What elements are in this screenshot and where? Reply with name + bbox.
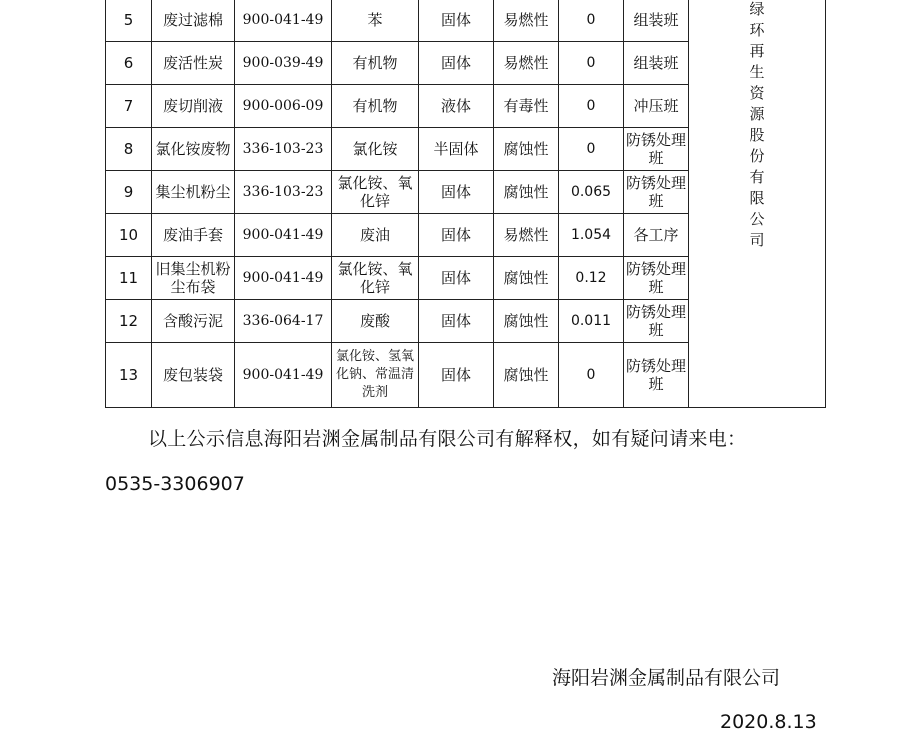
- table-row: [106, 0, 826, 42]
- physical-form: 固体: [419, 343, 494, 408]
- waste-name: 含酸污泥: [152, 300, 235, 343]
- waste-name: 废包装袋: [152, 343, 235, 408]
- physical-form: 半固体: [419, 128, 494, 171]
- quantity: 0: [559, 42, 624, 85]
- row-number: 12: [106, 300, 152, 343]
- physical-form: 液体: [419, 85, 494, 128]
- physical-form: 固体: [419, 257, 494, 300]
- quantity: 0: [559, 128, 624, 171]
- receiver-char: 股: [749, 126, 765, 144]
- hazardous-component: 氯化铵、氢氧化钠、常温清洗剂: [332, 343, 419, 408]
- hazardous-component: 有机物: [332, 42, 419, 85]
- source-process: 冲压班: [624, 85, 689, 128]
- quantity: 0: [559, 343, 624, 408]
- hazard-property: 有毒性: [494, 85, 559, 128]
- waste-code: 900-041-49: [235, 0, 332, 42]
- source-process: 防锈处理班: [624, 343, 689, 408]
- source-process: 防锈处理班: [624, 300, 689, 343]
- row-number: 10: [106, 214, 152, 257]
- row-number: 9: [106, 171, 152, 214]
- receiver-char: 环: [749, 21, 765, 39]
- quantity: 0: [559, 0, 624, 42]
- receiver-char: 绿: [749, 0, 765, 18]
- waste-name: 氯化铵废物: [152, 128, 235, 171]
- hazardous-component: 氯化铵: [332, 128, 419, 171]
- physical-form: 固体: [419, 42, 494, 85]
- receiver-char: 生: [749, 63, 765, 81]
- quantity: 0.12: [559, 257, 624, 300]
- hazard-property: 腐蚀性: [494, 128, 559, 171]
- physical-form: 固体: [419, 0, 494, 42]
- waste-name: 集尘机粉尘: [152, 171, 235, 214]
- hazard-property: 腐蚀性: [494, 343, 559, 408]
- phone-number: 0535-3306907: [105, 473, 245, 495]
- waste-name: 旧集尘机粉尘布袋: [152, 257, 235, 300]
- waste-code: 900-041-49: [235, 343, 332, 408]
- row-number: 13: [106, 343, 152, 408]
- waste-code: 900-039-49: [235, 42, 332, 85]
- waste-code: 900-041-49: [235, 214, 332, 257]
- hazard-property: 腐蚀性: [494, 300, 559, 343]
- physical-form: 固体: [419, 214, 494, 257]
- row-number: 8: [106, 128, 152, 171]
- waste-name: 废活性炭: [152, 42, 235, 85]
- hazardous-component: 氯化铵、氧化锌: [332, 171, 419, 214]
- source-process: 防锈处理班: [624, 171, 689, 214]
- date: 2020.8.13: [720, 711, 817, 733]
- receiver-char: 资: [749, 84, 765, 102]
- physical-form: 固体: [419, 171, 494, 214]
- source-process: 各工序: [624, 214, 689, 257]
- hazardous-component: 有机物: [332, 85, 419, 128]
- quantity: 0.065: [559, 171, 624, 214]
- quantity: 0: [559, 85, 624, 128]
- source-process: 防锈处理班: [624, 128, 689, 171]
- quantity: 1.054: [559, 214, 624, 257]
- waste-name: 废油手套: [152, 214, 235, 257]
- receiver-char: 限: [749, 189, 765, 207]
- waste-name: 废过滤棉: [152, 0, 235, 42]
- hazard-property: 易燃性: [494, 42, 559, 85]
- waste-code: 900-041-49: [235, 257, 332, 300]
- waste-code: 900-006-09: [235, 85, 332, 128]
- source-process: 防锈处理班: [624, 257, 689, 300]
- hazardous-component: 氯化铵、氧化锌: [332, 257, 419, 300]
- waste-code: 336-103-23: [235, 171, 332, 214]
- receiver-char: 有: [749, 168, 765, 186]
- receiver-char: 公: [749, 210, 765, 228]
- receiver-char: 份: [749, 147, 765, 165]
- hazard-property: 易燃性: [494, 214, 559, 257]
- waste-name: 废切削液: [152, 85, 235, 128]
- hazardous-component: 废酸: [332, 300, 419, 343]
- row-number: 7: [106, 85, 152, 128]
- receiver-char: 源: [749, 105, 765, 123]
- physical-form: 固体: [419, 300, 494, 343]
- waste-code: 336-103-23: [235, 128, 332, 171]
- source-process: 组装班: [624, 0, 689, 42]
- notice-text: 以上公示信息海阳岩渊金属制品有限公司有解释权，如有疑问请来电：: [148, 428, 747, 450]
- source-process: 组装班: [624, 42, 689, 85]
- hazard-property: 腐蚀性: [494, 171, 559, 214]
- receiver-char: 再: [749, 42, 765, 60]
- row-number: 11: [106, 257, 152, 300]
- company-signature: 海阳岩渊金属制品有限公司: [552, 667, 781, 689]
- waste-code: 336-064-17: [235, 300, 332, 343]
- hazard-property: 易燃性: [494, 0, 559, 42]
- receiver-char: 司: [749, 231, 765, 249]
- hazardous-component: 废油: [332, 214, 419, 257]
- row-number: 5: [106, 0, 152, 42]
- hazardous-component: 苯: [332, 0, 419, 42]
- row-number: 6: [106, 42, 152, 85]
- quantity: 0.011: [559, 300, 624, 343]
- receiver-company-cell: [689, 0, 826, 408]
- hazardous-waste-table: [105, 0, 826, 408]
- hazard-property: 腐蚀性: [494, 257, 559, 300]
